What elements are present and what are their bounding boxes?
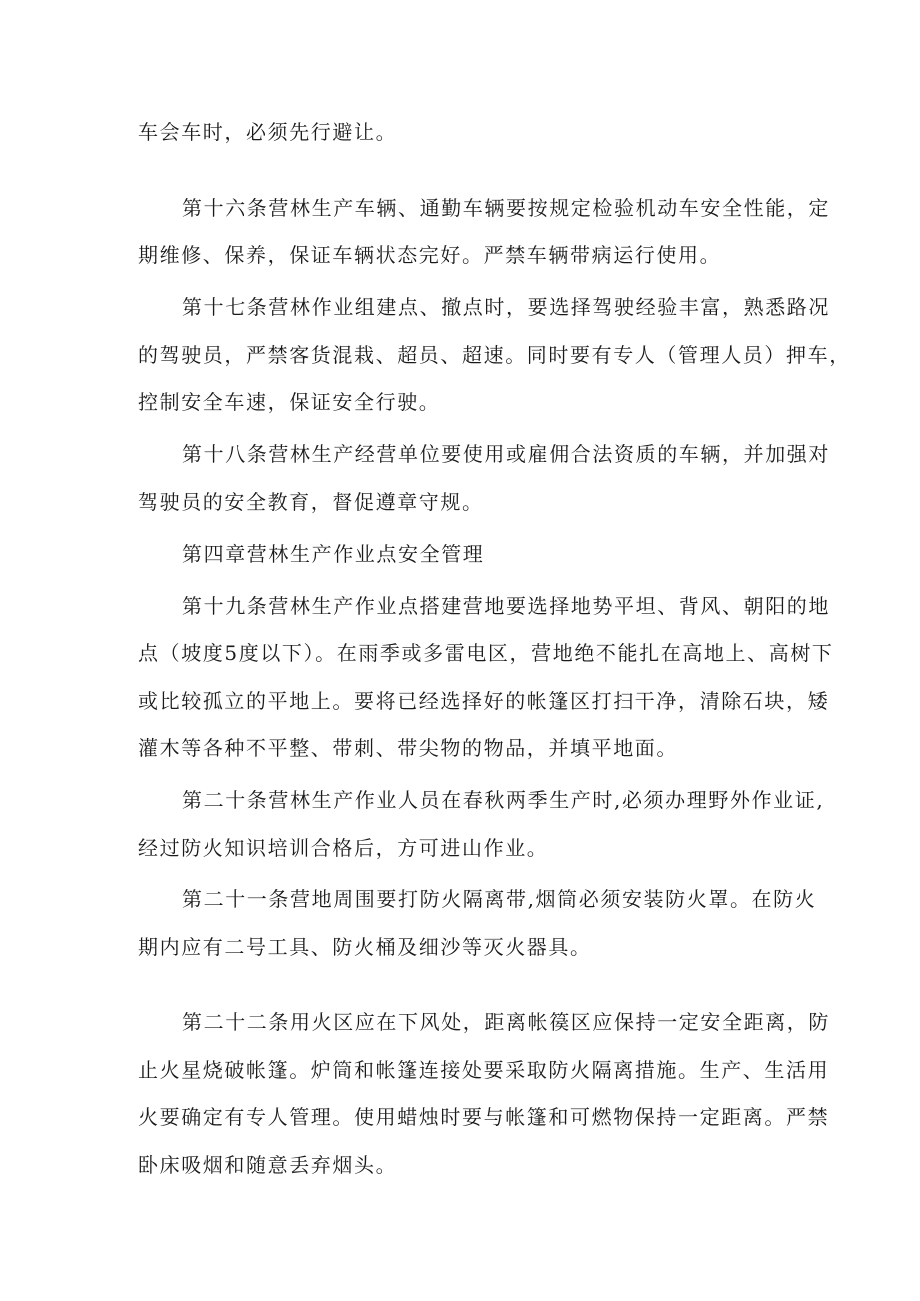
text-line: 止火星烧破帐篷。炉筒和帐篷连接处要采取防火隔离措施。生产、生活用 <box>138 1058 830 1082</box>
text-line: 控制安全车速，保证安全行驶。 <box>138 390 441 414</box>
text-line: 卧床吸烟和随意丢弃烟头。 <box>138 1153 398 1177</box>
text-line: 的驾驶员，严禁客货混栽、超员、超速。同时要有专人（管理人员）押车， <box>138 343 851 367</box>
chapter-heading: 第四章营林生产作业点安全管理 <box>182 542 485 566</box>
text-line: 第十六条营林生产车辆、通勤车辆要按规定检验机动车安全性能，定 <box>182 196 830 220</box>
text-line: 或比较孤立的平地上。要将已经选择好的帐篷区打扫干净，清除石块，矮 <box>138 689 830 713</box>
text-line: 第二十条营林生产作业人员在春秋两季生产时,必须办理野外作业证, <box>182 788 825 812</box>
text-line: 第二十一条营地周围要打防火隔离带,烟筒必须安装防火罩。在防火 <box>182 887 817 911</box>
text-line: 期内应有二号工具、防火桶及细沙等灭火器具。 <box>138 935 592 959</box>
text-line: 车会车时，必须先行避让。 <box>138 120 398 144</box>
text-line: 第二十二条用火区应在下风处，距离帐篌区应保持一定安全距离，防 <box>182 1010 830 1034</box>
text-line: 驾驶员的安全教育，督促遵章守规。 <box>138 490 484 514</box>
text-line: 灌木等各种不平整、带刺、带尖物的物品，并填平地面。 <box>138 736 678 760</box>
text-line: 期维修、保养，保证车辆状态完好。严禁车辆带病运行使用。 <box>138 243 722 267</box>
text-line: 火要确定有专人管理。使用蜡烛时要与帐篷和可燃物保持一定距离。严禁 <box>138 1105 830 1129</box>
text-line: 第十七条营林作业组建点、撤点时，要选择驾驶经验丰富，熟悉路况 <box>182 295 830 319</box>
text-line: 点（坡度5度以下）。在雨季或多雷电区，营地绝不能扎在高地上、高树下 <box>138 641 834 665</box>
text-line: 第十九条营林生产作业点搭建营地要选择地势平坦、背风、朝阳的地 <box>182 594 830 618</box>
text-line: 第十八条营林生产经营单位要使用或雇佣合法资质的车辆，并加强对 <box>182 442 830 466</box>
text-line: 经过防火知识培训合格后，方可进山作业。 <box>138 836 549 860</box>
